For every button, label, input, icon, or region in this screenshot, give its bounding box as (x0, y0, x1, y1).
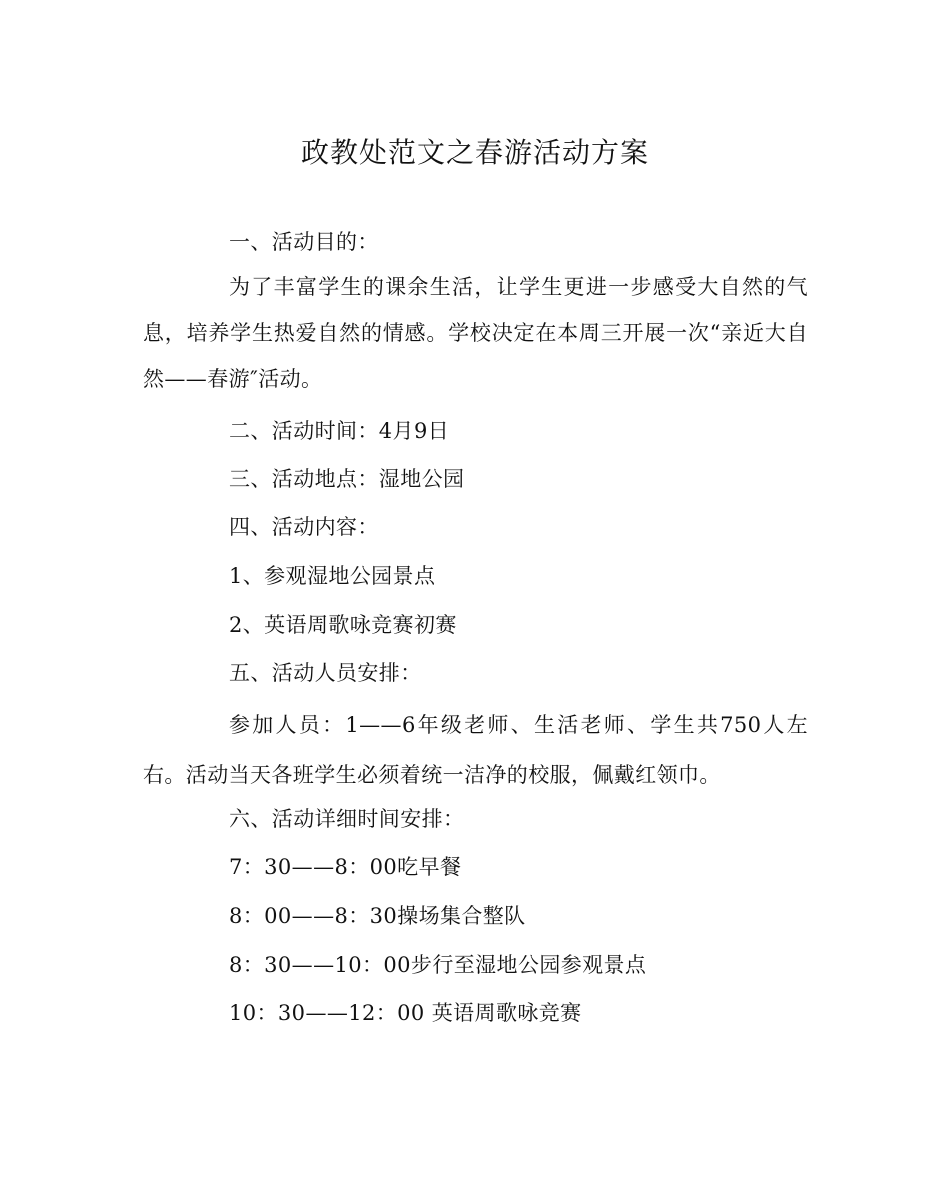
section-heading-schedule: 六、活动详细时间安排： (229, 807, 465, 831)
section-heading-location: 三、活动地点：湿地公园 (229, 467, 465, 491)
section-heading-staffing: 五、活动人员安排： (229, 661, 422, 685)
section-heading-content: 四、活动内容： (229, 515, 379, 539)
schedule-item: 8：30——10：00步行至湿地公园参观景点 (229, 953, 647, 977)
staffing-paragraph: 参加人员：1——6年级老师、生活老师、学生共750人左右。活动当天各班学生必须着统一洁净的校服，佩戴红领巾。 (143, 713, 808, 787)
content-item-2: 2、英语周歌咏竞赛初赛 (229, 613, 457, 637)
schedule-item: 8：00——8：30操场集合整队 (229, 904, 526, 928)
purpose-paragraph: 为了丰富学生的课余生活，让学生更进一步感受大自然的气息，培养学生热爱自然的情感。学校决定在本周三开展一次“亲近大自然——春游″活动。 (143, 275, 808, 391)
schedule-item: 10：30——12：00 英语周歌咏竞赛 (229, 1001, 582, 1025)
content-item-1: 1、参观湿地公园景点 (229, 564, 436, 588)
document-title: 政教处范文之春游活动方案 (300, 136, 649, 169)
schedule-item: 7：30——8：00吃早餐 (229, 855, 462, 879)
section-heading-time: 二、活动时间：4月9日 (229, 419, 450, 443)
section-heading-purpose: 一、活动目的： (229, 230, 379, 254)
